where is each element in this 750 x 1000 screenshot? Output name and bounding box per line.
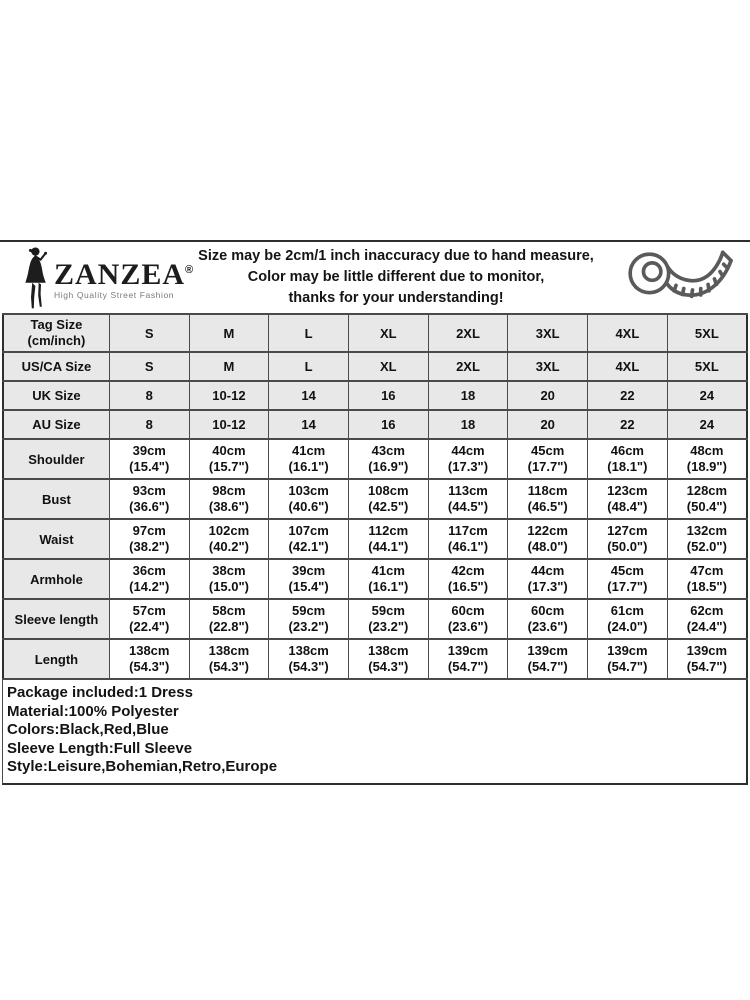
size-cell: 4XL — [588, 314, 668, 352]
measurement-row — [3, 559, 747, 599]
cm-value: 139cm — [686, 643, 728, 658]
size-cell: 5XL — [667, 352, 747, 381]
measurement-cell — [189, 559, 269, 599]
measurement-cell — [508, 519, 588, 559]
measurement-cell — [428, 599, 508, 639]
inch-value: (15.4") — [288, 579, 329, 594]
measurement-cell — [348, 479, 428, 519]
inch-value: (44.1") — [368, 539, 409, 554]
disclaimer-line: Color may be little different due to monitor, — [247, 269, 545, 285]
measurement-cell — [508, 439, 588, 479]
size-cell: 14 — [269, 410, 349, 439]
detail-line-colors: Colors:Black,Red,Blue — [7, 721, 169, 739]
cm-value: 138cm — [128, 643, 170, 658]
cm-value: 48cm — [690, 443, 724, 458]
content-area — [0, 240, 750, 785]
measurement-cell — [109, 519, 189, 559]
cm-value: 138cm — [368, 643, 409, 658]
measurement-cell — [667, 479, 747, 519]
cm-value: 139cm — [447, 643, 489, 658]
size-row — [3, 410, 747, 439]
cm-value: 44cm — [531, 563, 565, 578]
cm-value: 43cm — [371, 443, 405, 458]
inch-value: (23.6") — [527, 619, 568, 634]
inch-value: (54.7") — [447, 659, 489, 674]
cm-value: 138cm — [288, 643, 329, 658]
measurement-cell — [269, 559, 349, 599]
measurement-cell — [667, 639, 747, 679]
row-label: AU Size — [3, 410, 109, 439]
inch-value: (52.0") — [686, 539, 727, 554]
measurement-cell — [667, 559, 747, 599]
cm-value: 107cm — [288, 523, 329, 538]
inch-value: (23.6") — [447, 619, 489, 634]
size-row — [3, 352, 747, 381]
measurement-cell — [428, 639, 508, 679]
woman-silhouette-icon — [22, 246, 52, 310]
cm-value: 61cm — [610, 603, 644, 618]
size-row — [3, 381, 747, 410]
size-cell: 8 — [109, 410, 189, 439]
size-cell: 8 — [109, 381, 189, 410]
size-table — [2, 313, 748, 680]
inch-value: (54.7") — [607, 659, 648, 674]
measurement-cell — [588, 639, 668, 679]
inch-value: (54.3") — [288, 659, 329, 674]
cm-value: 132cm — [686, 523, 728, 538]
cm-value: 113cm — [448, 483, 488, 498]
cm-value: 108cm — [368, 483, 409, 498]
cm-value: 117cm — [448, 523, 488, 538]
measurement-cell — [667, 439, 747, 479]
inch-value: (15.0") — [208, 579, 249, 594]
inch-value: (44.5") — [447, 499, 489, 514]
size-row — [3, 314, 747, 352]
cm-value: 39cm — [291, 563, 326, 578]
measurement-cell — [508, 639, 588, 679]
size-cell: L — [269, 352, 349, 381]
cm-value: 102cm — [208, 523, 250, 538]
cm-value: 97cm — [132, 523, 166, 538]
cm-value: 40cm — [212, 443, 246, 458]
size-cell: 3XL — [508, 314, 588, 352]
measurement-cell — [109, 639, 189, 679]
cm-value: 60cm — [531, 603, 565, 618]
measurement-cell — [348, 639, 428, 679]
size-cell: 10-12 — [189, 381, 269, 410]
measurement-cell — [189, 639, 269, 679]
measurement-cell — [428, 559, 508, 599]
measurement-cell — [189, 439, 269, 479]
measurement-row — [3, 479, 747, 519]
detail-line-sleeve: Sleeve Length:Full Sleeve — [7, 739, 193, 757]
cm-value: 59cm — [291, 603, 326, 618]
inch-value: (18.9") — [686, 459, 727, 474]
size-cell: 3XL — [508, 352, 588, 381]
cm-value: 127cm — [607, 523, 648, 538]
row-label-line: Tag Size — [30, 317, 83, 332]
inch-value: (48.0") — [527, 539, 568, 554]
cm-value: 41cm — [291, 443, 326, 458]
cm-value: 57cm — [132, 603, 166, 618]
inch-value: (18.1") — [607, 459, 648, 474]
inch-value: (54.7") — [686, 659, 727, 674]
cm-value: 103cm — [288, 483, 329, 498]
size-cell: 24 — [667, 381, 747, 410]
measurement-cell — [508, 479, 588, 519]
measurement-cell — [588, 599, 668, 639]
cm-value: 138cm — [208, 643, 250, 658]
size-cell: 22 — [588, 381, 668, 410]
inch-value: (50.4") — [686, 499, 727, 514]
cm-value: 139cm — [527, 643, 568, 658]
cm-value: 93cm — [132, 483, 166, 498]
row-label: Waist — [3, 519, 109, 559]
cm-value: 58cm — [212, 603, 246, 618]
detail-line-style: Style:Leisure,Bohemian,Retro,Europe — [7, 758, 278, 776]
cm-value: 45cm — [610, 563, 644, 578]
measurement-row — [3, 599, 747, 639]
measurement-cell — [667, 519, 747, 559]
inch-value: (38.6") — [208, 499, 249, 514]
row-label-line: (cm/inch) — [27, 333, 86, 348]
registered-mark: ® — [185, 263, 195, 276]
measurement-cell — [109, 599, 189, 639]
inch-value: (15.4") — [129, 459, 170, 474]
cm-value: 39cm — [132, 443, 166, 458]
measurement-cell — [667, 599, 747, 639]
inch-value: (36.6") — [129, 499, 170, 514]
measurement-cell — [189, 599, 269, 639]
inch-value: (16.5") — [447, 579, 489, 594]
inch-value: (38.2") — [129, 539, 170, 554]
measurement-cell — [189, 479, 269, 519]
row-label: Armhole — [3, 559, 109, 599]
size-cell: 10-12 — [189, 410, 269, 439]
size-cell: XL — [348, 314, 428, 352]
measurement-cell — [269, 639, 349, 679]
inch-value: (17.3") — [527, 579, 568, 594]
cm-value: 59cm — [371, 603, 405, 618]
size-cell: S — [109, 352, 189, 381]
size-cell: M — [189, 352, 269, 381]
inch-value: (23.2") — [368, 619, 409, 634]
measurement-cell — [109, 439, 189, 479]
cm-value: 123cm — [607, 483, 648, 498]
size-cell: XL — [348, 352, 428, 381]
measurement-row — [3, 639, 747, 679]
inch-value: (22.4") — [129, 619, 170, 634]
cm-value: 62cm — [690, 603, 724, 618]
measurement-cell — [348, 559, 428, 599]
detail-line-material: Material:100% Polyester — [7, 702, 179, 720]
top-header — [0, 240, 750, 313]
brand-tagline: High Quality Street Fashion — [54, 289, 175, 300]
measurement-cell — [348, 439, 428, 479]
size-cell: 2XL — [428, 352, 508, 381]
inch-value: (46.5") — [527, 499, 568, 514]
cm-value: 41cm — [371, 563, 405, 578]
inch-value: (17.7") — [607, 579, 648, 594]
size-cell: L — [269, 314, 349, 352]
measurement-cell — [588, 519, 668, 559]
measurement-cell — [588, 439, 668, 479]
detail-line-package: Package included:1 Dress — [7, 684, 193, 701]
inch-value: (18.5") — [686, 579, 727, 594]
inch-value: (46.1") — [447, 539, 489, 554]
brand-logo — [0, 246, 195, 310]
row-label: Shoulder — [3, 439, 109, 479]
measurement-cell — [508, 559, 588, 599]
inch-value: (54.3") — [368, 659, 409, 674]
measurement-cell — [428, 439, 508, 479]
inch-value: (16.9") — [368, 459, 409, 474]
size-cell: 16 — [348, 410, 428, 439]
size-cell: 18 — [428, 410, 508, 439]
measurement-row — [3, 439, 747, 479]
disclaimer — [190, 246, 602, 309]
row-label: Bust — [3, 479, 109, 519]
size-cell: S — [109, 314, 189, 352]
cm-value: 112cm — [368, 523, 409, 538]
measurement-cell — [109, 559, 189, 599]
size-table-body — [3, 314, 747, 679]
inch-value: (54.7") — [527, 659, 568, 674]
measurement-cell — [588, 479, 668, 519]
cm-value: 47cm — [690, 563, 724, 578]
cm-value: 45cm — [531, 443, 565, 458]
cm-value: 98cm — [212, 483, 246, 498]
inch-value: (15.7") — [208, 459, 249, 474]
size-cell: 20 — [508, 381, 588, 410]
inch-value: (22.8") — [208, 619, 249, 634]
inch-value: (23.2") — [288, 619, 329, 634]
product-details — [2, 680, 748, 785]
measurement-cell — [428, 519, 508, 559]
measurement-cell — [269, 479, 349, 519]
row-label: UK Size — [3, 381, 109, 410]
inch-value: (17.7") — [527, 459, 568, 474]
size-cell: 4XL — [588, 352, 668, 381]
cm-value: 42cm — [451, 563, 485, 578]
disclaimer-line: thanks for your understanding! — [288, 290, 504, 306]
inch-value: (40.6") — [288, 499, 329, 514]
size-cell: 14 — [269, 381, 349, 410]
measurement-cell — [109, 479, 189, 519]
measurement-cell — [508, 599, 588, 639]
measurement-cell — [269, 599, 349, 639]
measurement-row — [3, 519, 747, 559]
size-cell: 22 — [588, 410, 668, 439]
row-label: Sleeve length — [3, 599, 109, 639]
measuring-tape-icon — [602, 245, 750, 311]
row-label: US/CA Size — [3, 352, 109, 381]
inch-value: (17.3") — [447, 459, 489, 474]
inch-value: (24.4") — [686, 619, 727, 634]
cm-value: 139cm — [607, 643, 648, 658]
measurement-cell — [348, 519, 428, 559]
brand-text — [54, 256, 194, 300]
inch-value: (54.3") — [129, 659, 170, 674]
brand-wordmark: ZANZEA — [54, 257, 186, 291]
cm-value: 46cm — [610, 443, 644, 458]
inch-value: (40.2") — [208, 539, 249, 554]
measurement-cell — [428, 479, 508, 519]
row-label — [3, 314, 109, 352]
inch-value: (14.2") — [129, 579, 170, 594]
brand-name — [54, 256, 194, 289]
size-cell: 18 — [428, 381, 508, 410]
cm-value: 36cm — [132, 563, 166, 578]
cm-value: 60cm — [451, 603, 485, 618]
inch-value: (42.5") — [368, 499, 409, 514]
measurement-cell — [348, 599, 428, 639]
cm-value: 38cm — [212, 563, 246, 578]
inch-value: (24.0") — [607, 619, 648, 634]
inch-value: (16.1") — [288, 459, 329, 474]
size-cell: 16 — [348, 381, 428, 410]
cm-value: 128cm — [686, 483, 728, 498]
size-cell: M — [189, 314, 269, 352]
cm-value: 44cm — [451, 443, 485, 458]
inch-value: (54.3") — [208, 659, 249, 674]
size-cell: 20 — [508, 410, 588, 439]
inch-value: (16.1") — [368, 579, 409, 594]
measurement-cell — [189, 519, 269, 559]
inch-value: (42.1") — [288, 539, 329, 554]
size-cell: 2XL — [428, 314, 508, 352]
cm-value: 122cm — [527, 523, 568, 538]
cm-value: 118cm — [527, 483, 568, 498]
row-label: Length — [3, 639, 109, 679]
measurement-cell — [269, 519, 349, 559]
size-cell: 5XL — [667, 314, 747, 352]
disclaimer-line: Size may be 2cm/1 inch inaccuracy due to hand measure, — [198, 248, 594, 264]
inch-value: (50.0") — [607, 539, 648, 554]
size-cell: 24 — [667, 410, 747, 439]
measurement-cell — [588, 559, 668, 599]
measurement-cell — [269, 439, 349, 479]
inch-value: (48.4") — [607, 499, 648, 514]
